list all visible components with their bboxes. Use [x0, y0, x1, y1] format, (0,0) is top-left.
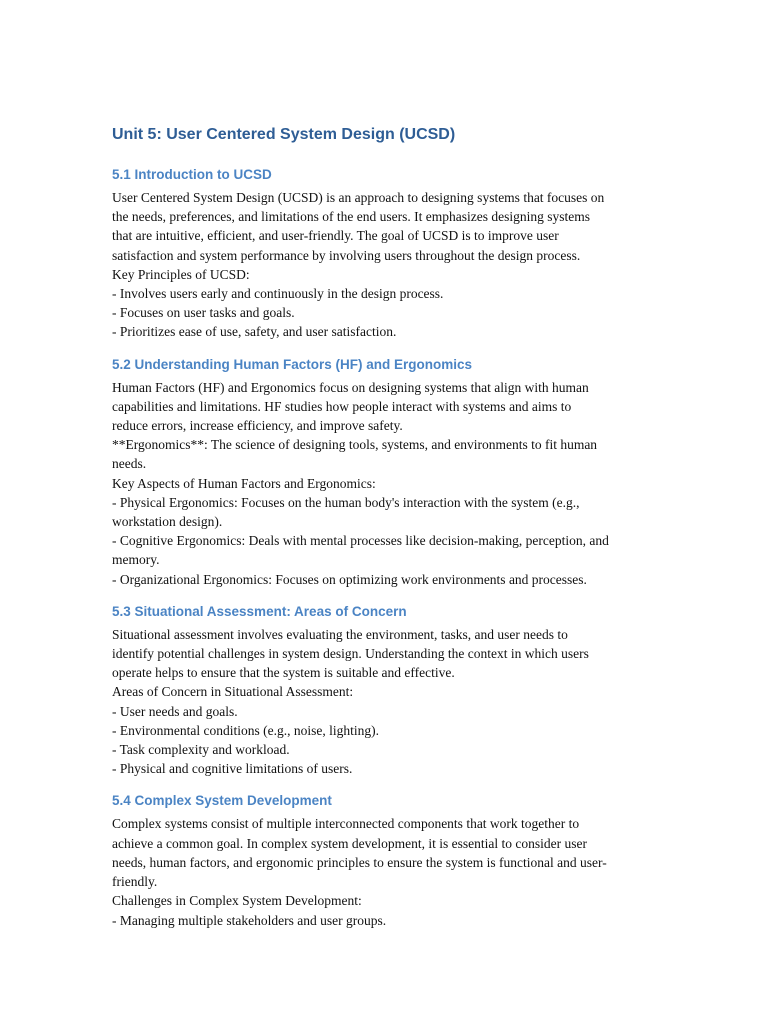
paragraph-line: needs, human factors, and ergonomic principles to ensure the system is functional and user- — [112, 854, 607, 870]
paragraph-line: Human Factors (HF) and Ergonomics focus on designing systems that align with human — [112, 379, 589, 395]
paragraph-line: capabilities and limitations. HF studies how people interact with systems and aims to — [112, 398, 572, 414]
paragraph-line: identify potential challenges in system design. Understanding the context in which users — [112, 646, 589, 662]
list-item: - User needs and goals. — [112, 703, 238, 719]
paragraph-line: Complex systems consist of multiple interconnected components that work together to — [112, 816, 580, 832]
section-heading: 5.1 Introduction to UCSD — [112, 167, 272, 182]
section-5-2 — [112, 356, 662, 589]
list-item: - Organizational Ergonomics: Focuses on optimizing work environments and processes. — [112, 571, 587, 587]
list-item: - Involves users early and continuously in the design process. — [112, 286, 444, 302]
list-item: - Physical and cognitive limitations of users. — [112, 761, 353, 777]
list-item: - Focuses on user tasks and goals. — [112, 305, 295, 321]
list-item: - Task complexity and workload. — [112, 742, 290, 758]
paragraph-line: needs. — [112, 456, 147, 472]
document-title: Unit 5: User Centered System Design (UCSD) — [112, 126, 456, 143]
document-page — [112, 124, 662, 944]
paragraph-line: the needs, preferences, and limitations of the end users. It emphasizes designing systems — [112, 209, 590, 225]
paragraph-line: User Centered System Design (UCSD) is an approach to designing systems that focuses on — [112, 190, 605, 205]
list-item: memory. — [112, 552, 160, 568]
paragraph-line: satisfaction and system performance by involving users throughout the design process. — [112, 247, 581, 263]
list-item: - Prioritizes ease of use, safety, and user satisfaction. — [112, 324, 397, 340]
paragraph-line: Situational assessment involves evaluating the environment, tasks, and user needs to — [112, 626, 568, 642]
list-item: workstation design). — [112, 514, 223, 530]
paragraph-line: operate helps to ensure that the system is suitable and effective. — [112, 665, 455, 681]
paragraph-line: Key Principles of UCSD: — [112, 266, 250, 282]
section-5-4 — [112, 792, 662, 929]
paragraph-line: that are intuitive, efficient, and user-friendly. The goal of UCSD is to improve user — [112, 228, 559, 244]
paragraph-line: Areas of Concern in Situational Assessment: — [112, 684, 354, 700]
section-heading: 5.3 Situational Assessment: Areas of Concern — [112, 603, 407, 619]
section-5-3 — [112, 603, 662, 779]
list-item: - Environmental conditions (e.g., noise, lighting). — [112, 722, 379, 738]
list-item: - Managing multiple stakeholders and user groups. — [112, 912, 387, 928]
section-heading: 5.2 Understanding Human Factors (HF) and Ergonomics — [112, 356, 473, 372]
list-item: - Cognitive Ergonomics: Deals with mental processes like decision-making, perception, and — [112, 533, 609, 549]
paragraph-line: achieve a common goal. In complex system development, it is essential to consider user — [112, 835, 587, 851]
paragraph-line: Challenges in Complex System Development: — [112, 893, 362, 909]
list-item: - Physical Ergonomics: Focuses on the human body's interaction with the system (e.g., — [112, 494, 580, 510]
paragraph-line: reduce errors, increase efficiency, and improve safety. — [112, 418, 403, 434]
section-5-1 — [112, 166, 662, 342]
section-heading: 5.4 Complex System Development — [112, 793, 332, 809]
paragraph-line: **Ergonomics**: The science of designing tools, systems, and environments to fit human — [112, 437, 598, 453]
paragraph-line: friendly. — [112, 874, 158, 890]
paragraph-line: Key Aspects of Human Factors and Ergonomics: — [112, 475, 376, 491]
